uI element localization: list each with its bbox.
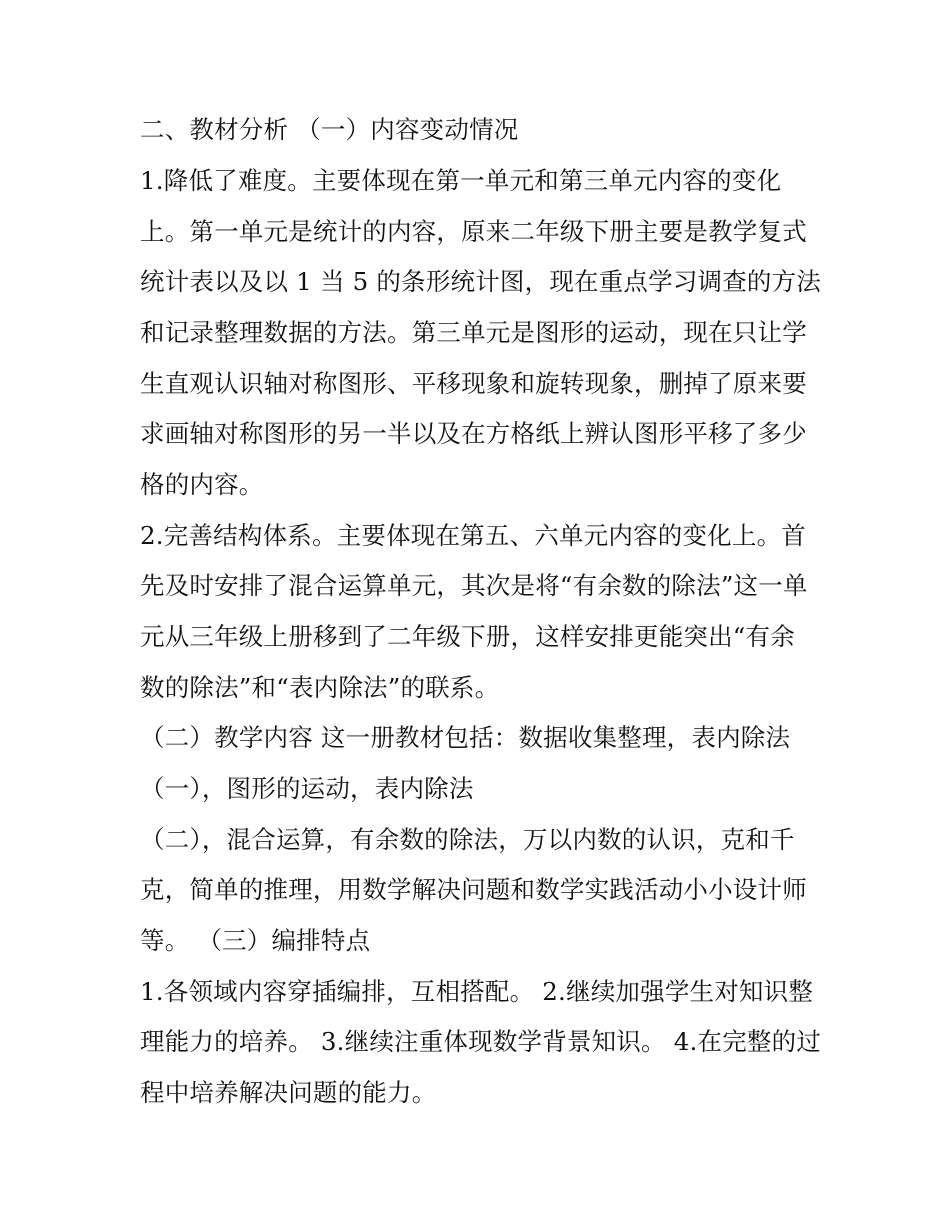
section-heading-textbook-analysis: 二、教材分析 （一）内容变动情况 bbox=[140, 115, 519, 144]
paragraph-line: 1.各领域内容穿插编排，互相搭配。 2.继续加强学生对知识整 bbox=[140, 977, 814, 1006]
paragraph-line: 统计表以及以 1 当 5 的条形统计图，现在重点学习调查的方法 bbox=[140, 267, 822, 296]
paragraph-line: 克，简单的推理，用数学解决问题和数学实践活动小小设计师 bbox=[140, 875, 807, 904]
paragraph-line: （一），图形的运动，表内除法 bbox=[140, 774, 474, 803]
paragraph-line: 程中培养解决问题的能力。 bbox=[140, 1078, 437, 1107]
paragraph-line: 理能力的培养。 3.继续注重体现数学背景知识。 4.在完整的过 bbox=[140, 1027, 822, 1056]
paragraph-line: 和记录整理数据的方法。第三单元是图形的运动，现在只让学 bbox=[140, 318, 807, 347]
paragraph-line: 1.降低了难度。主要体现在第一单元和第三单元内容的变化 bbox=[140, 166, 782, 195]
paragraph-line: 2.完善结构体系。主要体现在第五、六单元内容的变化上。首 bbox=[140, 521, 806, 550]
paragraph-line: 上。第一单元是统计的内容，原来二年级下册主要是教学复式 bbox=[140, 217, 807, 246]
section-heading-arrangement-features: 等。 （三）编排特点 bbox=[140, 926, 371, 955]
paragraph-line: 数的除法”和“表内除法”的联系。 bbox=[140, 673, 500, 702]
section-heading-teaching-content: （二）教学内容 这一册教材包括：数据收集整理，表内除法 bbox=[140, 723, 791, 752]
paragraph-line: 元从三年级上册移到了二年级下册，这样安排更能突出“有余 bbox=[140, 622, 795, 651]
paragraph-line: 求画轴对称图形的另一半以及在方格纸上辨认图形平移了多少 bbox=[140, 419, 807, 448]
paragraph-line: 先及时安排了混合运算单元，其次是将“有余数的除法”这一单 bbox=[140, 571, 808, 600]
paragraph-line: 格的内容。 bbox=[140, 470, 264, 499]
paragraph-line: 生直观认识轴对称图形、平移现象和旋转现象，删掉了原来要 bbox=[140, 369, 807, 398]
paragraph-line: （二），混合运算，有余数的除法，万以内数的认识，克和千 bbox=[140, 825, 795, 854]
